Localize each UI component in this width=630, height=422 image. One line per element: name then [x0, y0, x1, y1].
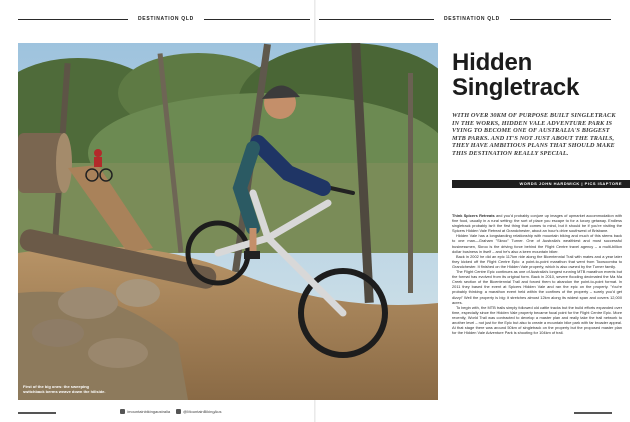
paragraph-text: Back in 2002 he did an epic 117km ride along the Bicentennial Trail with mates and a year later they kicked off the Flight Centre Epic: a point-to-point marathon that went from Toowoomba to Grandchester. It finished on the Hidden Vale property, which is also owned by the Turner family.: [452, 253, 622, 269]
section-label-left: DESTINATION QLD: [138, 16, 194, 22]
running-head-left: [18, 15, 310, 23]
paragraph-text: and you'd probably conjure up images of upmarket accommodation with fine food, usually in a rural setting: the sort of place you escape to for a luxury getaway. Endless singletrack probably isn't the first thing that comes to mind, but it should be if you're visiting the Spicers Hidden Vale Retreat at Grandchester, about an hour's drive southwest of Brisbane.: [452, 213, 622, 234]
running-head-rule: [18, 19, 128, 20]
article-standfirst: WITH OVER 30KM OF PURPOSE BUILT SINGLETRACK IN THE WORKS, HIDDEN VALE ADVENTURE PARK IS VYING TO BECOME ONE OF AUSTRALIA'S BIGGEST MTB PARKS. AND IT'S NOT JUST ABOUT THE TRAILS, THEY HAVE AMBITIOUS PLANS THAT SHOULD MAKE THIS DESTINATION REALLY SPECIAL.: [452, 112, 616, 157]
paragraph-text: To begin with, the MTB trails simply followed old cattle tracks but the build efforts expanded over time, especially since the Hidden Vale property became focal point for the Flight Centre Epic. More recently, World Trail was contracted to develop a master plan and really take the trail network to another level – not just for the Epic but also to create a mountain bike park with far broader appeal. At that stage there was around 50km of singletrack on the property but the proposed master plan for the Hidden Vale Adventure Park is shooting for 104km of trail.: [452, 304, 622, 336]
twitter-handle: @MountainBikingAus: [183, 409, 222, 414]
hero-photo: [18, 43, 438, 400]
article-body: [452, 213, 622, 335]
social-links: [120, 409, 221, 414]
body-paragraph: [452, 269, 622, 305]
article-title: Hidden Singletrack: [452, 49, 580, 101]
body-paragraph: [452, 233, 622, 253]
body-paragraph: [452, 305, 622, 336]
credits-bar: WORDS JOHN HARDWICK | PICS ISAPTORE: [452, 180, 630, 188]
paragraph-text: Hidden Vale has a longstanding relationship with mountain biking and much of this stems back to one man—Graham "Skroo" Turner. One of Australia's wealthiest and most successful businessmen, Skroo is the driving force behind the Flight Centre travel agency – a multi-billion dollar business in itself – and he's also a keen mountain biker.: [452, 233, 622, 254]
lead-in: Think Spicers Retreats: [452, 213, 495, 218]
twitter-icon: [176, 409, 181, 414]
facebook-handle: /mountainbikingaustralia: [127, 409, 171, 414]
footer-rule-right: [574, 412, 612, 414]
running-head-right: [319, 15, 611, 23]
photo-caption: First of the big ones: the sweeping switchback berms weave down the hillside.: [23, 384, 106, 394]
facebook-icon: [120, 409, 125, 414]
footer-rule-left: [18, 412, 56, 414]
mountain-biker-photo: [18, 43, 438, 400]
running-head-rule: [319, 19, 434, 20]
section-label-right: DESTINATION QLD: [444, 16, 500, 22]
twitter-link[interactable]: [176, 409, 221, 414]
body-paragraph: [452, 254, 622, 269]
paragraph-text: The Flight Centre Epic continues as one of Australia's longest running MTB marathon events but the format has evolved from its original form. Back in 2010, severe flooding decimated the Ma Ma Creek section of the Bicentennial Trail and forced them to abandon the point-to-point format. In 2011 they based the event at Spicers Hidden Vale and ran the epic on the property. 'You're probably thinking: a marathon event held within the confines of the property – surely you'd get dizzy!' Well the property is big: it stretches almost 12km along its widest span and covers 12,000 acres.: [452, 269, 622, 305]
running-head-rule: [204, 19, 310, 20]
body-paragraph: [452, 213, 622, 233]
running-head-rule: [510, 19, 611, 20]
facebook-link[interactable]: [120, 409, 170, 414]
